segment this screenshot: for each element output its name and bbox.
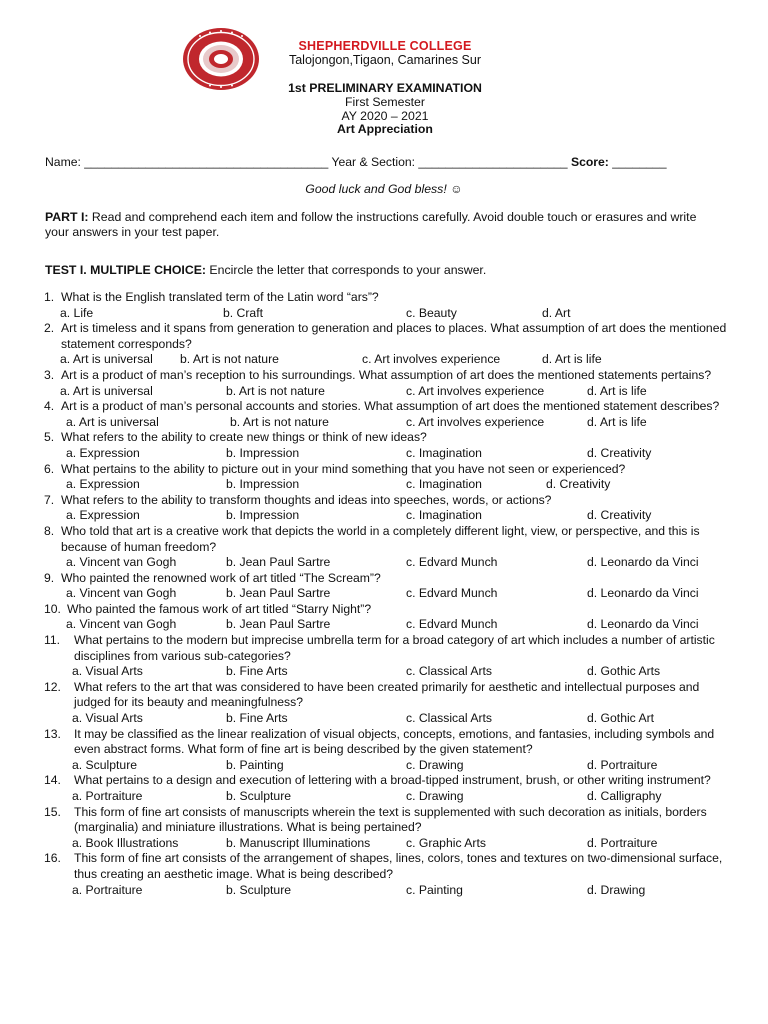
question-item bbox=[44, 524, 734, 571]
choice-row bbox=[44, 883, 734, 899]
question-list bbox=[44, 290, 734, 898]
choice-b[interactable]: b. Jean Paul Sartre bbox=[226, 617, 331, 632]
choice-a[interactable]: a. Expression bbox=[66, 477, 140, 492]
choice-c[interactable]: c. Art involves experience bbox=[362, 352, 501, 367]
question-item bbox=[44, 851, 734, 898]
choice-a[interactable]: a. Art is universal bbox=[60, 352, 153, 367]
score-label: Score: bbox=[570, 155, 609, 169]
question-number: 13. bbox=[44, 726, 61, 741]
choice-row bbox=[44, 306, 734, 322]
choice-a[interactable]: a. Vincent van Gogh bbox=[66, 617, 177, 632]
choice-c[interactable]: c. Drawing bbox=[406, 757, 464, 772]
choice-c[interactable]: c. Beauty bbox=[406, 305, 457, 320]
choice-row bbox=[44, 789, 734, 805]
question-number: 10. bbox=[44, 601, 61, 616]
question-text: Who painted the famous work of art titled “Starry Night”? bbox=[67, 601, 372, 616]
choice-row bbox=[44, 711, 734, 727]
choice-b[interactable]: b. Painting bbox=[226, 757, 284, 772]
subject-title: Art Appreciation bbox=[337, 122, 433, 136]
question-text: It may be classified as the linear realization of visual objects, concepts, emotions, and fantasies, including symbols and even abstract forms. What form of fine art is being described by the given statement? bbox=[74, 726, 715, 757]
choice-c[interactable]: c. Imagination bbox=[406, 445, 482, 460]
question-number: 2. bbox=[44, 321, 55, 336]
choice-c[interactable]: c. Drawing bbox=[406, 789, 464, 803]
question-stem bbox=[44, 321, 734, 352]
choice-a[interactable]: a. Expression bbox=[66, 508, 140, 523]
question-text: Who painted the renowned work of art titled “The Scream”? bbox=[61, 570, 381, 585]
question-text: What pertains to a design and execution of lettering with a broad-tipped instrument, brush, or other writing instrument? bbox=[74, 773, 711, 788]
question-stem bbox=[44, 493, 734, 509]
question-item bbox=[44, 430, 734, 461]
part1-label: PART I: bbox=[45, 210, 89, 224]
choice-c[interactable]: c. Art involves experience bbox=[406, 383, 545, 398]
choice-row bbox=[44, 508, 734, 524]
choice-a[interactable]: a. Art is universal bbox=[60, 383, 153, 398]
test1-instructions bbox=[45, 263, 723, 279]
question-text: Art is a product of man’s reception to his surroundings. What assumption of art does the mentioned statements pertains? bbox=[61, 367, 712, 382]
choice-d[interactable]: d. Portraiture bbox=[587, 757, 658, 772]
choice-d[interactable]: d. Leonardo da Vinci bbox=[587, 586, 699, 601]
choice-b[interactable]: b. Art is not nature bbox=[230, 414, 329, 429]
choice-row bbox=[44, 477, 734, 493]
question-stem bbox=[44, 462, 734, 478]
academic-year: AY 2020 – 2021 bbox=[341, 109, 429, 123]
choice-d[interactable]: d. Gothic Art bbox=[587, 711, 655, 726]
choice-d[interactable]: d. Creativity bbox=[546, 477, 611, 492]
choice-b[interactable]: b. Fine Arts bbox=[226, 664, 288, 679]
choice-d[interactable]: d. Creativity bbox=[587, 508, 652, 523]
question-item bbox=[44, 727, 734, 774]
choice-d[interactable]: d. Calligraphy bbox=[587, 789, 662, 803]
question-stem bbox=[44, 399, 734, 415]
question-stem bbox=[44, 633, 734, 664]
choice-a[interactable]: a. Vincent van Gogh bbox=[66, 586, 177, 601]
question-text: Who told that art is a creative work that depicts the world in a completely different light, view, or perspective, and this is because of human freedom? bbox=[61, 523, 700, 554]
choice-row bbox=[44, 586, 734, 602]
question-number: 5. bbox=[44, 430, 55, 445]
choice-row bbox=[44, 836, 734, 852]
question-stem bbox=[44, 680, 734, 711]
choice-a[interactable]: a. Portraiture bbox=[72, 882, 143, 897]
choice-a[interactable]: a. Sculpture bbox=[72, 757, 138, 772]
section-field[interactable]: Year & Section: ______________________ bbox=[331, 155, 568, 169]
choice-c[interactable]: c. Art involves experience bbox=[406, 414, 545, 429]
question-item bbox=[44, 602, 734, 633]
choice-b[interactable]: b. Impression bbox=[226, 445, 300, 460]
question-item bbox=[44, 368, 734, 399]
score-field[interactable]: ________ bbox=[612, 155, 667, 169]
question-text: Art is a product of man’s personal accounts and stories. What assumption of art does the mentioned statement describes? bbox=[61, 399, 720, 414]
question-text: What refers to the art that was considered to have been created primarily for aesthetic and intellectual purposes and judged for its beauty and meaningfulness? bbox=[74, 679, 700, 710]
choice-a[interactable]: a. Vincent van Gogh bbox=[66, 555, 177, 570]
choice-a[interactable]: a. Portraiture bbox=[72, 789, 143, 803]
question-number: 11. bbox=[44, 633, 61, 648]
question-number: 1. bbox=[44, 290, 55, 304]
choice-d[interactable]: d. Leonardo da Vinci bbox=[587, 555, 699, 570]
question-item bbox=[44, 571, 734, 602]
question-item bbox=[44, 805, 734, 852]
choice-d[interactable]: d. Portraiture bbox=[587, 835, 658, 850]
question-text: What pertains to the ability to picture out in your mind something that you have not seen or experienced? bbox=[61, 461, 626, 476]
test1-label: TEST I. MULTIPLE CHOICE: bbox=[45, 263, 206, 277]
question-number: 4. bbox=[44, 399, 55, 414]
choice-b[interactable]: b. Jean Paul Sartre bbox=[226, 586, 331, 601]
question-stem bbox=[44, 727, 734, 758]
choice-b[interactable]: b. Fine Arts bbox=[226, 711, 288, 726]
question-number: 7. bbox=[44, 492, 55, 507]
question-stem bbox=[44, 773, 734, 789]
question-item bbox=[44, 633, 734, 680]
part1-text: Read and comprehend each item and follow the instructions carefully. Avoid double touch or erasures and write your answers in your test paper. bbox=[45, 210, 697, 239]
choice-c[interactable]: c. Edvard Munch bbox=[406, 586, 498, 601]
student-info-line bbox=[45, 155, 715, 171]
choice-a[interactable]: a. Life bbox=[60, 305, 94, 320]
choice-d[interactable]: d. Art is life bbox=[587, 383, 647, 398]
part1-instructions bbox=[45, 210, 723, 240]
choice-row bbox=[44, 446, 734, 462]
question-text: What pertains to the modern but imprecise umbrella term for a broad category of art which includes a number of artistic disciplines from various sub-categories? bbox=[74, 633, 715, 663]
question-item bbox=[44, 321, 734, 368]
choice-d[interactable]: d. Gothic Arts bbox=[587, 664, 661, 679]
choice-b[interactable]: b. Jean Paul Sartre bbox=[226, 555, 331, 570]
choice-d[interactable]: d. Leonardo da Vinci bbox=[587, 617, 699, 632]
choice-b[interactable]: b. Craft bbox=[223, 305, 263, 320]
question-number: 15. bbox=[44, 804, 61, 819]
choice-c[interactable]: c. Graphic Arts bbox=[406, 835, 486, 850]
choice-row bbox=[44, 555, 734, 571]
question-stem bbox=[44, 805, 734, 836]
question-text: What is the English translated term of the Latin word “ars”? bbox=[61, 290, 379, 304]
choice-b[interactable]: b. Impression bbox=[226, 477, 300, 492]
choice-row bbox=[44, 617, 734, 633]
choice-row bbox=[44, 664, 734, 680]
choice-b[interactable]: b. Sculpture bbox=[226, 789, 292, 803]
choice-c[interactable]: c. Classical Arts bbox=[406, 664, 493, 679]
question-stem bbox=[44, 571, 734, 587]
choice-row bbox=[44, 384, 734, 400]
question-item bbox=[44, 493, 734, 524]
question-text: What refers to the ability to transform thoughts and ideas into speeches, words, or actions? bbox=[61, 492, 552, 507]
question-stem bbox=[44, 524, 734, 555]
choice-d[interactable]: d. Creativity bbox=[587, 445, 652, 460]
choice-c[interactable]: c. Edvard Munch bbox=[406, 555, 498, 570]
choice-c[interactable]: c. Imagination bbox=[406, 477, 482, 492]
question-number: 8. bbox=[44, 523, 55, 538]
college-seal-logo bbox=[182, 27, 260, 91]
question-item bbox=[44, 773, 734, 804]
question-number: 14. bbox=[44, 773, 61, 788]
choice-d[interactable]: d. Art is life bbox=[587, 414, 647, 429]
choice-row bbox=[44, 352, 734, 368]
choice-a[interactable]: a. Visual Arts bbox=[72, 664, 143, 679]
choice-d[interactable]: d. Art bbox=[542, 305, 571, 320]
question-number: 16. bbox=[44, 851, 61, 866]
choice-c[interactable]: c. Edvard Munch bbox=[406, 617, 498, 632]
choice-a[interactable]: a. Expression bbox=[66, 445, 140, 460]
choice-row bbox=[44, 415, 734, 431]
choice-a[interactable]: a. Book Illustrations bbox=[72, 835, 179, 850]
question-stem bbox=[44, 290, 734, 306]
question-stem bbox=[44, 602, 734, 618]
choice-b[interactable]: b. Art is not nature bbox=[180, 352, 279, 367]
question-item bbox=[44, 290, 734, 321]
exam-title: 1st PRELIMINARY EXAMINATION bbox=[288, 81, 482, 95]
choice-a[interactable]: a. Art is universal bbox=[66, 414, 159, 429]
choice-c[interactable]: c. Painting bbox=[406, 882, 463, 897]
question-number: 9. bbox=[44, 570, 55, 585]
choice-a[interactable]: a. Visual Arts bbox=[72, 711, 143, 726]
question-item bbox=[44, 462, 734, 493]
semester: First Semester bbox=[345, 95, 425, 109]
choice-c[interactable]: c. Imagination bbox=[406, 508, 482, 523]
question-text: What refers to the ability to create new things or think of new ideas? bbox=[61, 430, 427, 445]
question-text: Art is timeless and it spans from generation to generation and places to places. What assumption of art does the mentioned statement corresponds? bbox=[61, 321, 727, 351]
name-field[interactable]: Name: ____________________________________ bbox=[45, 155, 329, 169]
college-address: Talojongon,Tigaon, Camarines Sur bbox=[288, 53, 481, 67]
choice-b[interactable]: b. Manuscript Illuminations bbox=[226, 835, 371, 850]
question-item bbox=[44, 680, 734, 727]
question-text: This form of fine art consists of manuscripts wherein the text is supplemented with such decoration as initials, borders (marginalia) and miniature illustrations. What is being pertained? bbox=[74, 804, 707, 835]
choice-b[interactable]: b. Impression bbox=[226, 508, 300, 523]
choice-d[interactable]: d. Drawing bbox=[587, 882, 646, 897]
college-name: SHEPHERDVILLE COLLEGE bbox=[298, 39, 472, 53]
choice-b[interactable]: b. Sculpture bbox=[226, 882, 292, 897]
choice-b[interactable]: b. Art is not nature bbox=[226, 383, 325, 398]
choice-c[interactable]: c. Classical Arts bbox=[406, 711, 493, 726]
choice-d[interactable]: d. Art is life bbox=[542, 352, 602, 367]
question-stem bbox=[44, 430, 734, 446]
question-number: 3. bbox=[44, 367, 55, 382]
question-number: 12. bbox=[44, 679, 61, 694]
question-stem bbox=[44, 368, 734, 384]
question-stem bbox=[44, 851, 734, 882]
test1-text: Encircle the letter that corresponds to your answer. bbox=[209, 263, 487, 277]
question-item bbox=[44, 399, 734, 430]
question-number: 6. bbox=[44, 461, 55, 476]
greeting: Good luck and God bless! ☺ bbox=[305, 182, 463, 196]
question-text: This form of fine art consists of the arrangement of shapes, lines, colors, tones and textures on two-dimensional surface, thus creating an aesthetic image. What is being described? bbox=[74, 851, 723, 881]
choice-row bbox=[44, 758, 734, 774]
